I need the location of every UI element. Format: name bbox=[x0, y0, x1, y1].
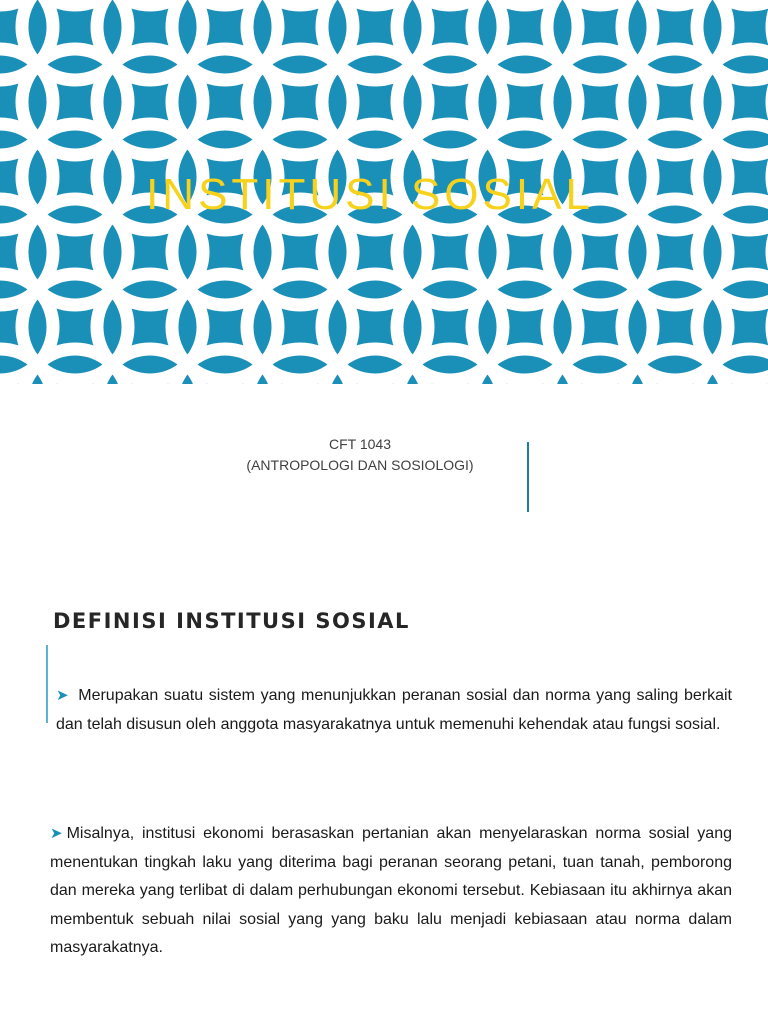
accent-divider bbox=[46, 645, 48, 723]
accent-divider bbox=[527, 442, 529, 512]
slide-title: INSTITUSI SOSIAL bbox=[146, 170, 594, 219]
arrow-right-icon: ➤ bbox=[50, 825, 63, 842]
course-code: CFT 1043 bbox=[329, 436, 391, 452]
bullet-text: Misalnya, institusi ekonomi berasaskan pertanian akan menyelaraskan norma sosial yang menentukan tingkah laku yang diterima bagi peranan seorang petani, tuan tanah, pemborong dan mereka yang terlibat di dalam perhubungan ekonomi tersebut. Kebiasaan itu akhirnya akan membentuk sebuah nilai sosial yang yang baku lalu menjadi kebiasaan atau norma dalam masyarakatnya. bbox=[50, 825, 732, 956]
definition-slide bbox=[0, 512, 768, 1024]
course-subtitle bbox=[180, 434, 540, 476]
bullet-text: Merupakan suatu sistem yang menunjukkan peranan sosial dan norma yang saling berkait dan telah disusun oleh anggota masyarakatnya untuk memenuhi kehendak atau fungsi sosial. bbox=[56, 687, 733, 733]
course-name: (ANTROPOLOGI DAN SOSIOLOGI) bbox=[246, 457, 474, 473]
bullet-point-example bbox=[50, 820, 732, 963]
slide-heading: DEFINISI INSTITUSI SOSIAL bbox=[53, 609, 410, 633]
arrow-right-icon: ➤ bbox=[56, 687, 69, 704]
bullet-point-definition bbox=[56, 682, 732, 739]
